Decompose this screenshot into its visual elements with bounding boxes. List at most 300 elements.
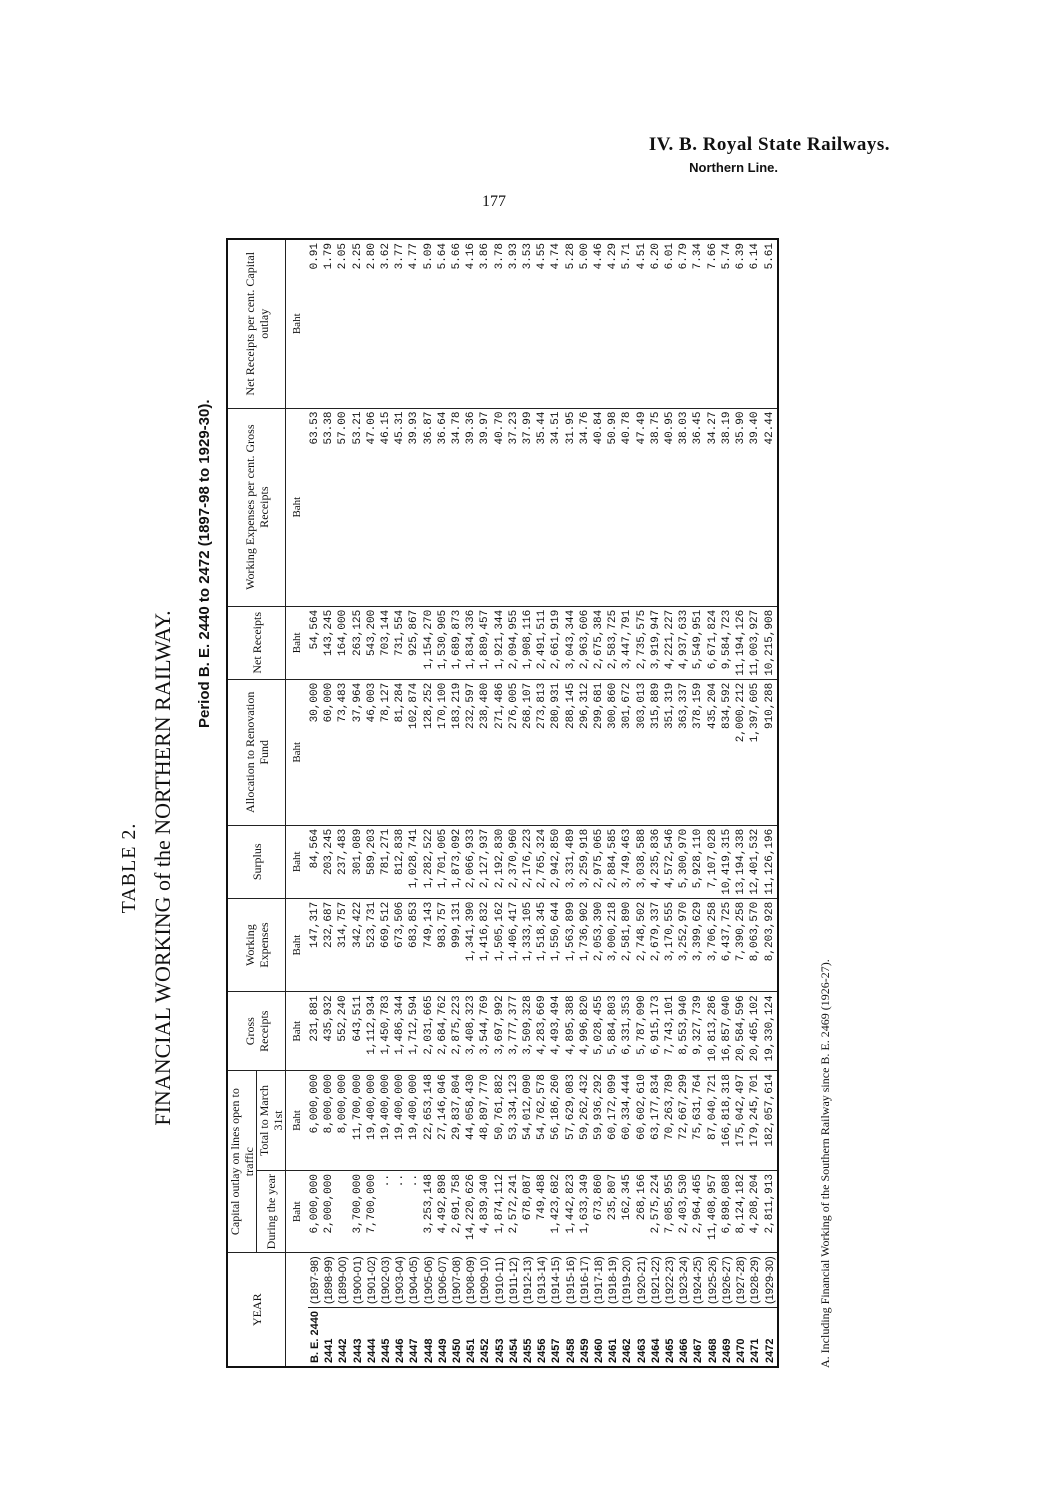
cell-year: (1915-16) xyxy=(564,1253,578,1308)
cell-year: (1899-00) xyxy=(336,1253,350,1308)
cell-year: (1929-30) xyxy=(763,1253,778,1308)
cell-wpct: 40.78 xyxy=(620,408,634,606)
cell-working: 314,757 xyxy=(336,898,350,992)
cell-total: 22,653,148 xyxy=(422,1070,436,1170)
cell-npct: 5.28 xyxy=(564,239,578,408)
cell-surplus: 589,203 xyxy=(365,825,379,898)
cell-year: (1916-17) xyxy=(578,1253,592,1308)
cell-during: 3,253,148 xyxy=(422,1171,436,1253)
table-title: FINANCIAL WORKING of the NORTHERN RAILWAY. xyxy=(150,610,175,1126)
cell-surplus: 7,107,028 xyxy=(706,825,720,898)
cell-working: 3,252,970 xyxy=(677,898,691,992)
cell-total: 19,400,000 xyxy=(365,1070,379,1170)
cell-working: 999,131 xyxy=(450,898,464,992)
cell-be: 2441 xyxy=(322,1308,336,1367)
cell-working: 983,757 xyxy=(436,898,450,992)
cell-wpct: 38.19 xyxy=(720,408,734,606)
table-row xyxy=(450,239,464,1367)
cell-year: (1927-28) xyxy=(734,1253,748,1308)
cell-be: 2445 xyxy=(379,1308,393,1367)
cell-npct: 6.14 xyxy=(748,239,762,408)
cell-wpct: 47.06 xyxy=(365,408,379,606)
cell-wpct: 35.44 xyxy=(535,408,549,606)
cell-be: 2442 xyxy=(336,1308,350,1367)
cell-npct: 6.79 xyxy=(677,239,691,408)
cell-npct: 6.39 xyxy=(734,239,748,408)
cell-wpct: 39.93 xyxy=(407,408,421,606)
cell-during: 673,860 xyxy=(592,1171,606,1253)
cell-be: 2470 xyxy=(734,1308,748,1367)
table-row xyxy=(620,239,634,1367)
cell-surplus: 1,701,005 xyxy=(436,825,450,898)
cell-working: 6,437,725 xyxy=(720,898,734,992)
year-header: YEAR xyxy=(227,1253,286,1367)
unit-label: Baht xyxy=(286,898,309,992)
cell-npct: 5.00 xyxy=(578,239,592,408)
cell-wpct: 45.31 xyxy=(393,408,407,606)
cell-alloc: 81,284 xyxy=(393,679,407,825)
cell-alloc: 300,860 xyxy=(606,679,620,825)
cell-wpct: 36.87 xyxy=(422,408,436,606)
cell-be: 2450 xyxy=(450,1308,464,1367)
cell-wpct: 39.40 xyxy=(748,408,762,606)
cell-be: 2469 xyxy=(720,1308,734,1367)
cell-net: 2,963,606 xyxy=(578,606,592,679)
cell-total: 19,400,000 xyxy=(379,1070,393,1170)
cell-npct: 2.05 xyxy=(336,239,350,408)
cell-during: 162,345 xyxy=(620,1171,634,1253)
cell-total: 175,042,497 xyxy=(734,1070,748,1170)
cell-npct: 6.01 xyxy=(663,239,677,408)
cell-working: 683,853 xyxy=(407,898,421,992)
cell-working: 1,563,899 xyxy=(564,898,578,992)
cell-net: 703,144 xyxy=(379,606,393,679)
cell-npct: 5.71 xyxy=(620,239,634,408)
cell-total: 182,057,614 xyxy=(763,1070,778,1170)
cell-npct: 5.61 xyxy=(763,239,778,408)
cell-total: 19,400,000 xyxy=(393,1070,407,1170)
cell-surplus: 84,564 xyxy=(308,825,322,898)
cell-total: 48,897,770 xyxy=(478,1070,492,1170)
cell-working: 232,687 xyxy=(322,898,336,992)
table-row xyxy=(677,239,691,1367)
cell-alloc: 1,397,605 xyxy=(748,679,762,825)
cell-during: 4,839,340 xyxy=(478,1171,492,1253)
cell-net: 143,245 xyxy=(322,606,336,679)
cell-surplus: 5,300,970 xyxy=(677,825,691,898)
cell-year: (1919-20) xyxy=(620,1253,634,1308)
cell-gross: 3,509,328 xyxy=(521,992,535,1071)
cell-npct: 4.74 xyxy=(549,239,563,408)
cell-working: 8,203,928 xyxy=(763,898,778,992)
cell-during: 2,691,758 xyxy=(450,1171,464,1253)
cell-total: 54,012,090 xyxy=(521,1070,535,1170)
cell-net: 11,003,927 xyxy=(748,606,762,679)
cell-net: 5,549,951 xyxy=(691,606,705,679)
cell-be: 2452 xyxy=(478,1308,492,1367)
cell-during: .. xyxy=(379,1171,393,1253)
cell-gross: 5,884,803 xyxy=(606,992,620,1071)
allocation-header: Allocation to Renovation Fund xyxy=(227,679,286,825)
cell-year: (1898-99) xyxy=(322,1253,336,1308)
table-row xyxy=(734,239,748,1367)
cell-alloc: 232,597 xyxy=(464,679,478,825)
cell-year: (1911-12) xyxy=(507,1253,521,1308)
cell-wpct: 50.98 xyxy=(606,408,620,606)
cell-net: 11,194,126 xyxy=(734,606,748,679)
cell-during: 4,208,204 xyxy=(748,1171,762,1253)
cell-npct: 3.78 xyxy=(493,239,507,408)
cell-net: 9,584,723 xyxy=(720,606,734,679)
cell-surplus: 301,089 xyxy=(351,825,365,898)
cell-total: 44,058,430 xyxy=(464,1070,478,1170)
cell-during: 1,633,349 xyxy=(578,1171,592,1253)
cell-be: 2467 xyxy=(691,1308,705,1367)
cell-year: (1901-02) xyxy=(365,1253,379,1308)
cell-alloc: 170,100 xyxy=(436,679,450,825)
cell-wpct: 31.95 xyxy=(564,408,578,606)
cell-year: (1905-06) xyxy=(422,1253,436,1308)
cell-working: 2,581,890 xyxy=(620,898,634,992)
cell-wpct: 63.53 xyxy=(308,408,322,606)
cell-alloc: 303,013 xyxy=(635,679,649,825)
cell-be: 2462 xyxy=(620,1308,634,1367)
cell-wpct: 37.23 xyxy=(507,408,521,606)
cell-be: 2465 xyxy=(663,1308,677,1367)
cell-gross: 4,996,820 xyxy=(578,992,592,1071)
cell-working: 3,000,218 xyxy=(606,898,620,992)
table-row xyxy=(649,239,663,1367)
cell-net: 925,867 xyxy=(407,606,421,679)
cell-be: 2446 xyxy=(393,1308,407,1367)
cell-be: 2468 xyxy=(706,1308,720,1367)
cell-net: 731,554 xyxy=(393,606,407,679)
unit-label: Baht xyxy=(286,239,309,408)
cell-surplus: 2,942,850 xyxy=(549,825,563,898)
cell-year: (1908-09) xyxy=(464,1253,478,1308)
cell-alloc: 315,889 xyxy=(649,679,663,825)
cell-alloc: 296,312 xyxy=(578,679,592,825)
cell-npct: 4.55 xyxy=(535,239,549,408)
table-row xyxy=(507,239,521,1367)
cell-total: 72,667,299 xyxy=(677,1070,691,1170)
cell-surplus: 3,331,489 xyxy=(564,825,578,898)
period-caption: Period B. E. 2440 to 2472 (1897-98 to 1929-30). xyxy=(196,399,213,728)
cell-year: (1926-27) xyxy=(720,1253,734,1308)
cell-surplus: 1,028,741 xyxy=(407,825,421,898)
cell-be: 2448 xyxy=(422,1308,436,1367)
table-row xyxy=(691,239,705,1367)
cell-net: 1,154,270 xyxy=(422,606,436,679)
cell-during: 2,572,241 xyxy=(507,1171,521,1253)
cell-surplus: 11,126,196 xyxy=(763,825,778,898)
working-header: Working Expenses xyxy=(227,898,286,992)
cell-year: (1914-15) xyxy=(549,1253,563,1308)
cell-npct: 3.77 xyxy=(393,239,407,408)
cell-gross: 9,327,739 xyxy=(691,992,705,1071)
cell-total: 60,602,610 xyxy=(635,1070,649,1170)
table-row xyxy=(422,239,436,1367)
table-row xyxy=(748,239,762,1367)
cell-gross: 2,031,665 xyxy=(422,992,436,1071)
table-row xyxy=(493,239,507,1367)
cell-year: (1917-18) xyxy=(592,1253,606,1308)
cell-working: 1,736,902 xyxy=(578,898,592,992)
table-row xyxy=(351,239,365,1367)
table-row xyxy=(635,239,649,1367)
cell-during: 7,700,000 xyxy=(365,1171,379,1253)
cell-total: 166,818,318 xyxy=(720,1070,734,1170)
cell-surplus: 5,928,110 xyxy=(691,825,705,898)
cell-total: 50,761,882 xyxy=(493,1070,507,1170)
cell-total: 56,186,260 xyxy=(549,1070,563,1170)
cell-net: 2,675,384 xyxy=(592,606,606,679)
cell-gross: 8,553,940 xyxy=(677,992,691,1071)
table-row xyxy=(478,239,492,1367)
cell-npct: 4.77 xyxy=(407,239,421,408)
cell-working: 1,406,417 xyxy=(507,898,521,992)
cell-wpct: 57.00 xyxy=(336,408,350,606)
table-row xyxy=(592,239,606,1367)
cell-alloc: 73,483 xyxy=(336,679,350,825)
cell-alloc: 37,964 xyxy=(351,679,365,825)
cell-be: 2463 xyxy=(635,1308,649,1367)
cell-be: 2447 xyxy=(407,1308,421,1367)
cell-working: 1,333,105 xyxy=(521,898,535,992)
cell-alloc: 299,681 xyxy=(592,679,606,825)
cell-working: 1,518,345 xyxy=(535,898,549,992)
cell-wpct: 40.95 xyxy=(663,408,677,606)
cell-alloc: 2,000,212 xyxy=(734,679,748,825)
cell-alloc: 268,107 xyxy=(521,679,535,825)
cell-year: (1900-01) xyxy=(351,1253,365,1308)
cell-be: 2449 xyxy=(436,1308,450,1367)
cell-net: 1,908,116 xyxy=(521,606,535,679)
cell-net: 1,921,344 xyxy=(493,606,507,679)
cell-alloc: 102,874 xyxy=(407,679,421,825)
cell-year: (1897-98) xyxy=(308,1253,322,1308)
cell-wpct: 38.75 xyxy=(649,408,663,606)
cell-wpct: 42.44 xyxy=(763,408,778,606)
cell-working: 3,399,629 xyxy=(691,898,705,992)
cell-wpct: 46.15 xyxy=(379,408,393,606)
table-row xyxy=(379,239,393,1367)
cell-gross: 435,932 xyxy=(322,992,336,1071)
cell-working: 342,422 xyxy=(351,898,365,992)
cell-during: 7,085,955 xyxy=(663,1171,677,1253)
cell-total: 19,400,000 xyxy=(407,1070,421,1170)
cell-npct: 5.66 xyxy=(450,239,464,408)
cell-net: 54,564 xyxy=(308,606,322,679)
cell-surplus: 2,127,937 xyxy=(478,825,492,898)
table-row xyxy=(521,239,535,1367)
cell-alloc: 238,480 xyxy=(478,679,492,825)
cell-during: 2,964,465 xyxy=(691,1171,705,1253)
cell-wpct: 34.51 xyxy=(549,408,563,606)
cell-be: 2443 xyxy=(351,1308,365,1367)
cell-during: 749,488 xyxy=(535,1171,549,1253)
cell-gross: 552,240 xyxy=(336,992,350,1071)
cell-be: 2466 xyxy=(677,1308,691,1367)
cell-surplus: 812,838 xyxy=(393,825,407,898)
cell-year: (1924-25) xyxy=(691,1253,705,1308)
cell-working: 1,341,390 xyxy=(464,898,478,992)
cell-during: 1,874,112 xyxy=(493,1171,507,1253)
cell-year: (1902-03) xyxy=(379,1253,393,1308)
cell-total: 60,334,444 xyxy=(620,1070,634,1170)
cell-be: 2454 xyxy=(507,1308,521,1367)
cell-year: (1912-13) xyxy=(521,1253,535,1308)
rotated-table-sheet xyxy=(118,228,838,1368)
cell-total: 179,245,701 xyxy=(748,1070,762,1170)
cell-during: 6,898,088 xyxy=(720,1171,734,1253)
cell-during: 4,492,898 xyxy=(436,1171,450,1253)
cell-surplus: 2,176,223 xyxy=(521,825,535,898)
cell-working: 669,512 xyxy=(379,898,393,992)
cell-year: (1923-24) xyxy=(677,1253,691,1308)
cell-npct: 0.91 xyxy=(308,239,322,408)
cell-npct: 4.51 xyxy=(635,239,649,408)
cell-alloc: 271,486 xyxy=(493,679,507,825)
cell-net: 10,215,908 xyxy=(763,606,778,679)
cell-be: B. E. 2440 xyxy=(308,1308,322,1367)
cell-working: 7,390,258 xyxy=(734,898,748,992)
cell-wpct: 53.38 xyxy=(322,408,336,606)
cell-year: (1906-07) xyxy=(436,1253,450,1308)
cell-wpct: 35.90 xyxy=(734,408,748,606)
page-number: 177 xyxy=(482,193,506,210)
cell-net: 543,200 xyxy=(365,606,379,679)
cell-during: 2,000,000 xyxy=(322,1171,336,1253)
cell-surplus: 203,245 xyxy=(322,825,336,898)
cell-total: 57,629,083 xyxy=(564,1070,578,1170)
cell-year: (1921-22) xyxy=(649,1253,663,1308)
cell-wpct: 40.84 xyxy=(592,408,606,606)
table-row xyxy=(564,239,578,1367)
cell-working: 2,679,337 xyxy=(649,898,663,992)
cell-year: (1903-04) xyxy=(393,1253,407,1308)
cell-working: 523,731 xyxy=(365,898,379,992)
cell-gross: 5,787,090 xyxy=(635,992,649,1071)
cell-be: 2456 xyxy=(535,1308,549,1367)
cell-during: 1,442,823 xyxy=(564,1171,578,1253)
cell-gross: 20,465,102 xyxy=(748,992,762,1071)
cell-npct: 2.80 xyxy=(365,239,379,408)
cell-surplus: 3,038,588 xyxy=(635,825,649,898)
cell-net: 3,447,791 xyxy=(620,606,634,679)
cell-during: 3,700,000 xyxy=(351,1171,365,1253)
table-row xyxy=(606,239,620,1367)
cell-wpct: 47.49 xyxy=(635,408,649,606)
cell-gross: 3,544,769 xyxy=(478,992,492,1071)
cell-total: 63,177,834 xyxy=(649,1070,663,1170)
cell-surplus: 10,419,315 xyxy=(720,825,734,898)
table-row xyxy=(706,239,720,1367)
cell-gross: 3,697,992 xyxy=(493,992,507,1071)
cell-npct: 3.93 xyxy=(507,239,521,408)
footnote: A. Including Financial Working of the Southern Railway since B. E. 2469 (1926-27). xyxy=(818,959,832,1368)
cell-total: 75,631,764 xyxy=(691,1070,705,1170)
table-row xyxy=(578,239,592,1367)
cell-during: 11,408,957 xyxy=(706,1171,720,1253)
cell-be: 2455 xyxy=(521,1308,535,1367)
cell-net: 6,671,824 xyxy=(706,606,720,679)
cell-be: 2472 xyxy=(763,1308,778,1367)
unit-label: Baht xyxy=(286,606,309,679)
cell-surplus: 3,749,463 xyxy=(620,825,634,898)
cell-be: 2458 xyxy=(564,1308,578,1367)
cell-be: 2461 xyxy=(606,1308,620,1367)
line-subheading: Northern Line. xyxy=(689,160,778,175)
cell-gross: 4,895,388 xyxy=(564,992,578,1071)
cell-working: 1,550,644 xyxy=(549,898,563,992)
cell-gross: 3,777,377 xyxy=(507,992,521,1071)
cell-npct: 5.64 xyxy=(436,239,450,408)
cell-year: (1907-08) xyxy=(450,1253,464,1308)
unit-label: Baht xyxy=(286,408,309,606)
cell-year: (1913-14) xyxy=(535,1253,549,1308)
cell-total: 54,762,578 xyxy=(535,1070,549,1170)
net-pct-header: Net Receipts per cent. Capital outlay xyxy=(227,239,286,408)
cell-npct: 5.09 xyxy=(422,239,436,408)
cell-during: 2,403,530 xyxy=(677,1171,691,1253)
cell-npct: 2.25 xyxy=(351,239,365,408)
cell-gross: 643,511 xyxy=(351,992,365,1071)
cell-surplus: 12,401,532 xyxy=(748,825,762,898)
cell-total: 87,040,721 xyxy=(706,1070,720,1170)
cell-alloc: 46,003 xyxy=(365,679,379,825)
cell-wpct: 37.99 xyxy=(521,408,535,606)
during-year-header: During the year xyxy=(257,1171,286,1253)
cell-npct: 4.16 xyxy=(464,239,478,408)
cell-during: 2,811,913 xyxy=(763,1171,778,1253)
cell-gross: 2,875,223 xyxy=(450,992,464,1071)
cell-gross: 1,450,783 xyxy=(379,992,393,1071)
cell-total: 11,700,000 xyxy=(351,1070,365,1170)
table-row xyxy=(407,239,421,1367)
cell-surplus: 2,975,065 xyxy=(592,825,606,898)
table-row xyxy=(464,239,478,1367)
table-row xyxy=(549,239,563,1367)
cell-net: 2,094,955 xyxy=(507,606,521,679)
cell-net: 164,000 xyxy=(336,606,350,679)
cell-alloc: 78,127 xyxy=(379,679,393,825)
cell-net: 2,583,725 xyxy=(606,606,620,679)
cell-gross: 2,684,762 xyxy=(436,992,450,1071)
cell-year: (1920-21) xyxy=(635,1253,649,1308)
table-row xyxy=(365,239,379,1367)
cell-npct: 3.62 xyxy=(379,239,393,408)
cell-total: 60,172,099 xyxy=(606,1070,620,1170)
cell-working: 8,063,570 xyxy=(748,898,762,992)
cell-net: 2,491,511 xyxy=(535,606,549,679)
cell-alloc: 435,204 xyxy=(706,679,720,825)
cell-net: 4,937,633 xyxy=(677,606,691,679)
cell-year: (1922-23) xyxy=(663,1253,677,1308)
cell-be: 2444 xyxy=(365,1308,379,1367)
cell-alloc: 301,672 xyxy=(620,679,634,825)
financial-table xyxy=(226,238,779,1368)
cell-alloc: 183,219 xyxy=(450,679,464,825)
cell-year: (1904-05) xyxy=(407,1253,421,1308)
cell-total: 70,263,789 xyxy=(663,1070,677,1170)
net-header: Net Receipts xyxy=(227,606,286,679)
cell-wpct: 38.03 xyxy=(677,408,691,606)
cell-working: 1,416,832 xyxy=(478,898,492,992)
cell-alloc: 280,931 xyxy=(549,679,563,825)
cell-gross: 6,915,173 xyxy=(649,992,663,1071)
cell-during xyxy=(336,1171,350,1253)
